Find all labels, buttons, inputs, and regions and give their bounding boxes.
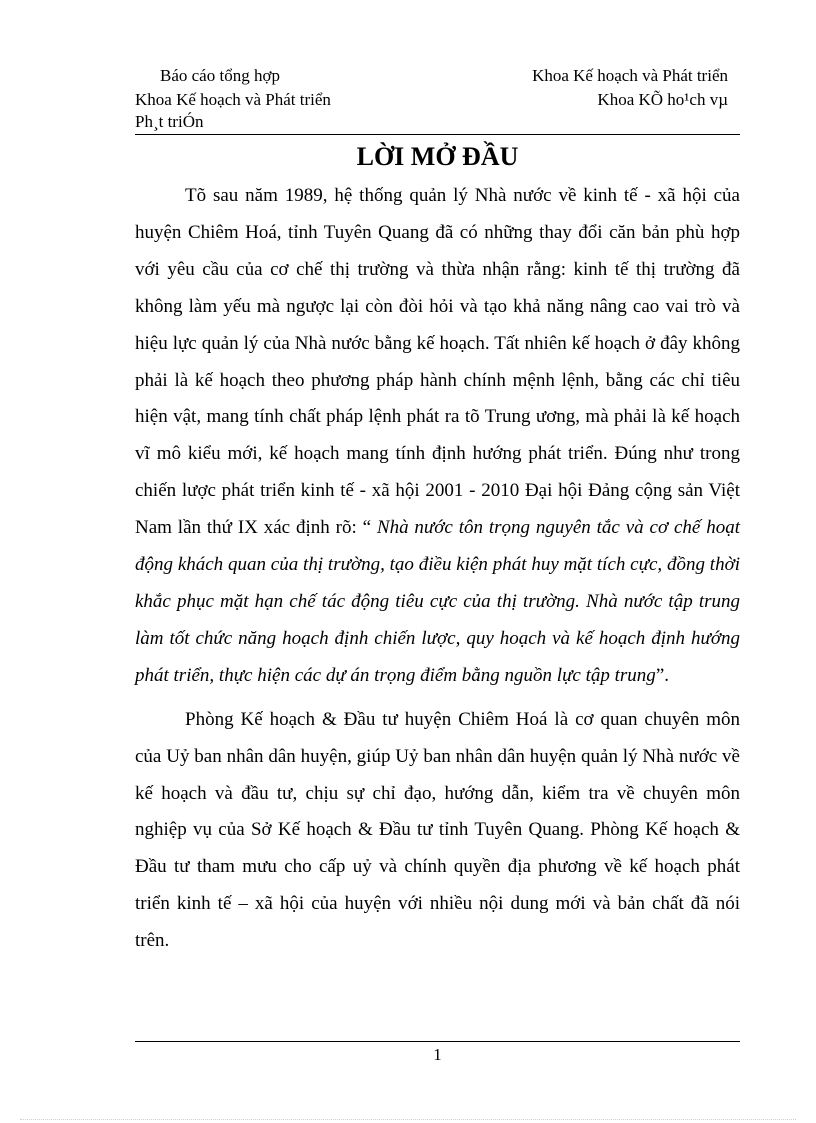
party-congress-quote: Nhà nước tôn trọng nguyên tắc và cơ chế hoạt động khách quan của thị trường, tạo điều kiện phát huy mặt tích cực, đồng thời khắc phục mặt hạn chế tác động tiêu cực của thị trường. Nhà nước tập trung làm tốt chức năng hoạch định chiến lược, quy hoạch và kế hoạch định hướng phát triển, thực hiện các dự án trọng điểm bằng nguồn lực tập trung bbox=[135, 517, 740, 686]
page-title: LỜI MỞ ĐẦU bbox=[356, 142, 519, 171]
header-faculty-garbled: Khoa KÕ ho¹ch vµ bbox=[597, 90, 728, 109]
header-report-title: Báo cáo tổng hợp bbox=[160, 66, 280, 85]
quote-closing-mark: ”. bbox=[655, 664, 669, 686]
page-bottom-edge bbox=[20, 1119, 796, 1120]
page-number: 1 bbox=[433, 1045, 442, 1064]
header-faculty-right: Khoa Kế hoạch và Phát triển bbox=[532, 66, 728, 85]
paragraph-planning-office: Phòng Kế hoạch & Đầu tư huyện Chiêm Hoá là cơ quan chuyên môn của Uỷ ban nhân dân huyện, giúp Uỷ ban nhân dân huyện quản lý Nhà nước về kế hoạch và đầu tư, chịu sự chỉ đạo, hướng dẫn, kiểm tra về chuyên môn nghiệp vụ của Sở Kế hoạch & Đầu tư tỉnh Tuyên Quang. Phòng Kế hoạch & Đầu tư tham mưu cho cấp uỷ và chính quyền địa phương về kế hoạch phát triển kinh tế – xã hội của huyện với nhiều nội dung mới và bản chất đã nói trên. bbox=[135, 708, 740, 952]
paragraph-introduction-text: Tõ sau năm 1989, hệ thống quản lý Nhà nước về kinh tế - xã hội của huyện Chiêm Hoá, tỉnh Tuyên Quang đã có những thay đổi căn bản phù hợp với yêu cầu của cơ chế thị trường và thừa nhận rằng: kinh tế thị trường đã không làm yếu mà ngược lại còn đòi hỏi và tạo khả năng nâng cao vai trò và hiệu lực quản lý của Nhà nước bằng kế hoạch. Tất nhiên kế hoạch ở đây không phải là kế hoạch theo phương pháp hành chính mệnh lệnh, bằng các chỉ tiêu hiện vật, mang tính chất pháp lệnh phát ra tõ Trung ương, mà phải là kế hoạch vĩ mô kiểu mới, kế hoạch mang tính định hướng phát triển. Đúng như trong chiến lược phát triển kinh tế - xã hội 2001 - 2010 Đại hội Đảng cộng sản Việt Nam lần thứ IX xác định rõ: “ bbox=[135, 185, 740, 539]
header-faculty-left: Khoa Kế hoạch và Phát triển bbox=[135, 90, 331, 109]
paragraph-introduction bbox=[135, 178, 740, 695]
header-rule bbox=[135, 134, 740, 135]
header-faculty-garbled-continuation: Ph¸t triÓn bbox=[135, 112, 204, 131]
body-text bbox=[135, 178, 740, 967]
footer-rule bbox=[135, 1041, 740, 1042]
